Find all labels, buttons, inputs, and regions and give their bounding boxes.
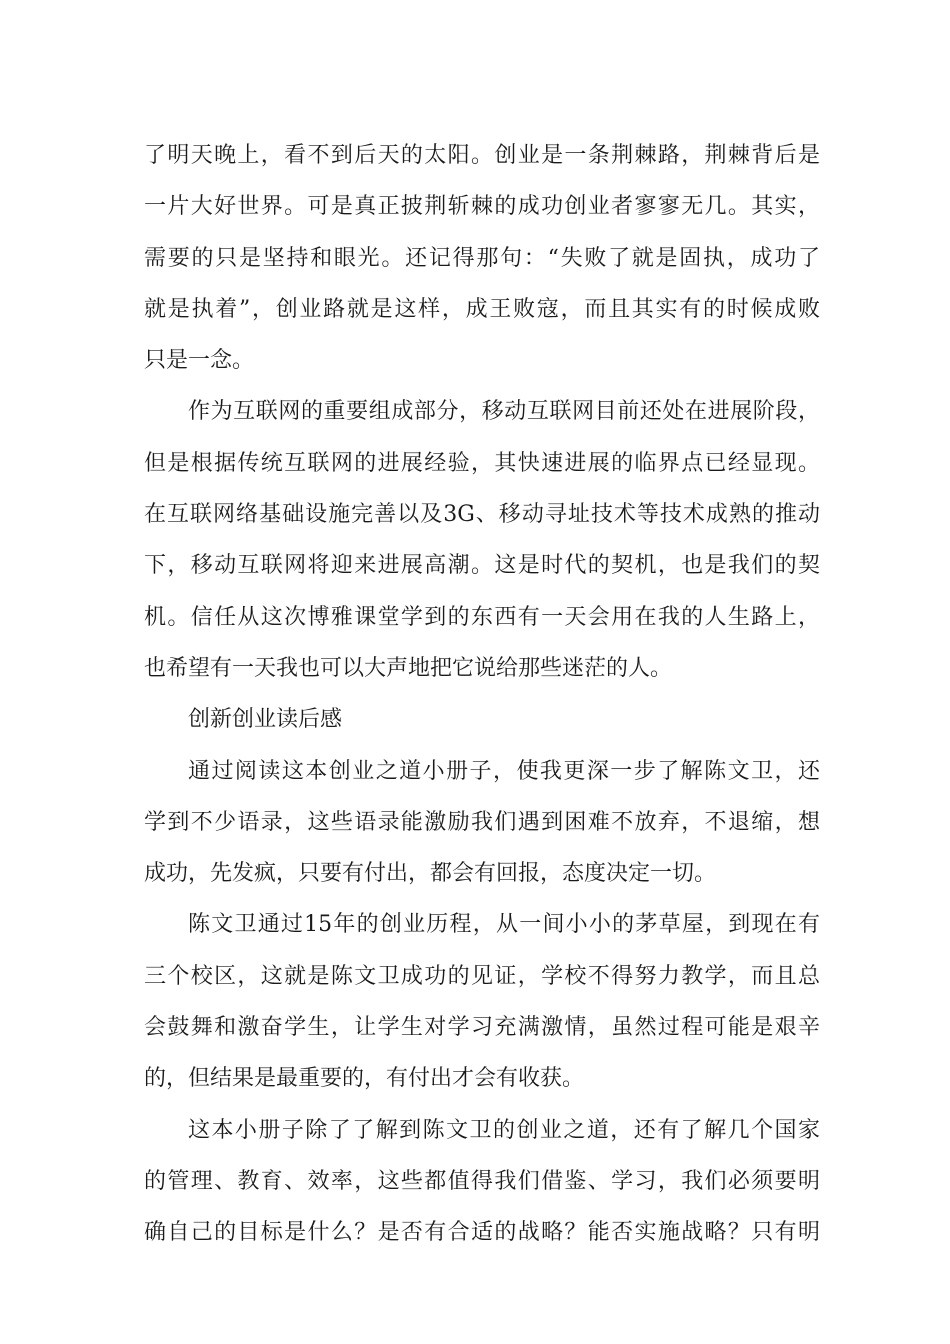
paragraph-start-line: 作为互联网的重要组成部分，移动互联网目前还处在进展阶段， [188,399,820,425]
section-title: 创新创业读后感 [188,707,343,733]
text-line: 学到不少语录，这些语录能激励我们遇到困难不放弃，不退缩，想 [144,809,820,835]
document-body [144,130,820,1259]
text-line: 但是根据传统互联网的进展经验，其快速进展的临界点已经显现。 [144,450,820,476]
text-line: 的，但结果是最重要的，有付出才会有收获。 [144,1066,585,1092]
text-line: 成功，先发疯，只要有付出，都会有回报，态度决定一切。 [144,861,717,887]
paragraph-start-line: 陈文卫通过15年的创业历程，从一间小小的茅草屋，到现在有 [188,912,820,938]
text-line: 会鼓舞和激奋学生，让学生对学习充满激情，虽然过程可能是艰辛 [144,1015,820,1041]
text-line: 的管理、教育、效率，这些都值得我们借鉴、学习，我们必须要明 [144,1168,820,1194]
paragraph-start-line: 通过阅读这本创业之道小册子，使我更深一步了解陈文卫，还 [188,758,820,784]
paragraph-start-line: 这本小册子除了了解到陈文卫的创业之道，还有了解几个国家 [188,1117,820,1143]
text-line: 三个校区，这就是陈文卫成功的见证，学校不得努力教学，而且总 [144,963,820,989]
text-line: 需要的只是坚持和眼光。还记得那句：“失败了就是固执，成功了 [144,245,820,271]
text-line: 机。信任从这次博雅课堂学到的东西有一天会用在我的人生路上， [144,604,820,630]
text-line: 只是一念。 [144,348,255,374]
text-line: 下，移动互联网将迎来进展高潮。这是时代的契机，也是我们的契 [144,553,820,579]
text-line: 一片大好世界。可是真正披荆斩棘的成功创业者寥寥无几。其实， [144,194,820,220]
text-line: 也希望有一天我也可以大声地把它说给那些迷茫的人。 [144,655,673,681]
text-line: 了明天晚上，看不到后天的太阳。创业是一条荆棘路，荆棘背后是 [144,143,820,168]
text-line: 就是执着”，创业路就是这样，成王败寇，而且其实有的时候成败 [144,296,820,322]
text-line: 确自己的目标是什么？是否有合适的战略？能否实施战略？只有明 [144,1220,820,1246]
text-line: 在互联网络基础设施完善以及3G、移动寻址技术等技术成熟的推动 [144,502,820,528]
